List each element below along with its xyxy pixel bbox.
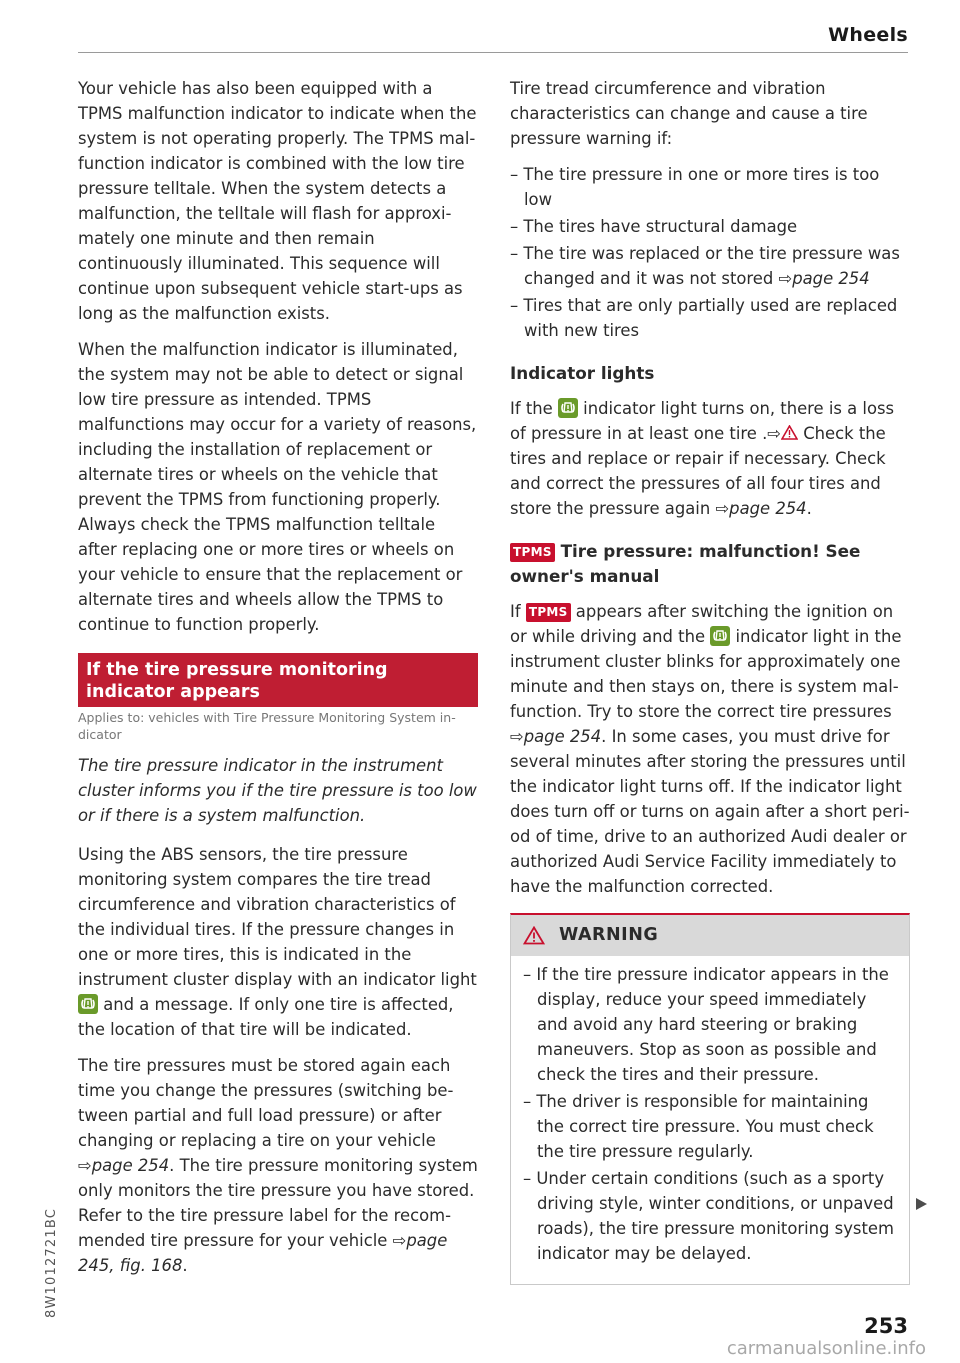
warning-title: WARNING	[559, 925, 659, 945]
paragraph: The tire pressures must be stored again each time you change the pressures (switching between partial and full load pressure) or after changing or replacing a tire on your vehicle ⇨page 254. The tire pressure monitoring system only monitors the tire pressure you have stored. Refer to the tire pressure label for the recommended tire pressure for your vehicle ⇨page 245, fig. 168.	[78, 1056, 478, 1275]
right-column	[510, 76, 910, 1285]
document-code: 8W1012721BC	[44, 1208, 59, 1318]
page-reference-link[interactable]: ⇨page 254	[510, 727, 602, 746]
tpms-badge-icon: TPMS	[526, 603, 571, 622]
section-intro: The tire pressure indicator in the instrument cluster informs you if the tire pressure is too low or if there is a system malfunction.	[78, 756, 477, 825]
tpms-badge-icon: TPMS	[510, 543, 555, 562]
warning-triangle-icon	[781, 425, 798, 440]
left-column	[78, 76, 478, 1289]
list-item: – The tires have structural damage	[510, 217, 798, 236]
tire-pressure-warning-icon	[558, 398, 578, 418]
page-reference-link[interactable]: ⇨page 254	[778, 269, 870, 288]
list-item: – The driver is responsible for maintaining the correct tire pressure. You must check the tire pressure regularly.	[523, 1092, 874, 1161]
watermark: carmanualsonline.info	[726, 1338, 926, 1359]
warning-box	[510, 913, 910, 1285]
paragraph: If the indicator light turns on, there is a loss of pressure in at least one tire .⇨ Check the tires and replace or repair if necessary. Check and correct the pressures of all four tires and store the pressure again ⇨page 254.	[510, 399, 895, 518]
applies-to-note: Applies to: vehicles with Tire Pressure Monitoring System indicator	[78, 710, 456, 742]
list-item: – Under certain conditions (such as a sporty driving style, winter conditions, or unpaved roads), the tire pressure monitoring system indicator may be delayed.	[523, 1169, 894, 1263]
warning-list	[523, 962, 895, 1266]
paragraph: Using the ABS sensors, the tire pressure monitoring system compares the tire tread circumference and vibration characteristics of the individual tires. If the pressure changes in one or more tires, this is indicated in the instrument cluster display with an indicator light and a message. If only one tire is affected, the location of that tire will be indicated.	[78, 845, 477, 1039]
cause-list	[510, 162, 910, 343]
paragraph: Tire tread circumference and vibration characteristics can change and cause a tire pressure warning if:	[510, 79, 868, 148]
warning-header	[511, 915, 909, 956]
header-rule	[78, 52, 908, 53]
page-reference-link[interactable]: ⇨page 254	[78, 1156, 170, 1175]
continue-arrow-icon	[916, 1198, 927, 1210]
list-item: – Tires that are only partially used are replaced with new tires	[510, 296, 898, 340]
header-section-title: Wheels	[828, 24, 908, 46]
page-reference-link[interactable]: ⇨page 254	[715, 499, 807, 518]
list-item: – If the tire pressure indicator appears in the display, reduce your speed immediately and avoid any hard steering or braking maneuvers. Stop as soon as possible and check the tires and their pressure.	[523, 965, 889, 1084]
section-heading: If the tire pressure monitoring indicator appears	[78, 653, 478, 707]
indicator-lights-heading: Indicator lights	[510, 363, 655, 383]
malfunction-heading: TPMS Tire pressure: malfunction! See owner's manual	[510, 541, 861, 586]
page-number: 253	[864, 1314, 908, 1338]
tire-pressure-warning-icon	[78, 994, 98, 1014]
page-reference-link[interactable]: ⇨page 245, fig. 168	[78, 1231, 448, 1275]
tire-pressure-warning-icon	[710, 626, 730, 646]
list-item: – The tire was replaced or the tire pressure was changed and it was not stored ⇨page 254	[510, 244, 900, 288]
paragraph: Your vehicle has also been equipped with a TPMS malfunction indicator to indicate when the system is not operating properly. The TPMS malfunction indicator is combined with the low tire pressure telltale. When the system detects a malfunction, the telltale will flash for approximately one minute and then remain continuously illuminated. This sequence will continue upon subsequent vehicle start-ups as long as the malfunction exists.	[78, 79, 477, 323]
paragraph: If TPMS appears after switching the ignition on or while driving and the indicator light in the instrument cluster blinks for approximately one minute and then stays on, there is system malfunction. Try to store the correct tire pressures ⇨page 254. In some cases, you must drive for several minutes after storing the pressures until the indicator light turns off. If the indicator light does turn off or turns on again after a short period of time, drive to an authorized Audi dealer or authorized Audi Service Facility immediately to have the malfunction corrected.	[510, 602, 910, 896]
warning-triangle-icon	[523, 926, 545, 945]
list-item: – The tire pressure in one or more tires is too low	[510, 165, 880, 209]
warning-body	[511, 956, 909, 1284]
paragraph: When the malfunction indicator is illuminated, the system may not be able to detect or signal low tire pressure as intended. TPMS malfunctions may occur for a variety of reasons, including the installation of replacement or alternate tires or wheels on the vehicle that prevent the TPMS from functioning properly. Always check the TPMS malfunction telltale after replacing one or more tires or wheels on your vehicle to ensure that the replacement or alternate tires and wheels allow the TPMS to continue to function properly.	[78, 340, 477, 634]
